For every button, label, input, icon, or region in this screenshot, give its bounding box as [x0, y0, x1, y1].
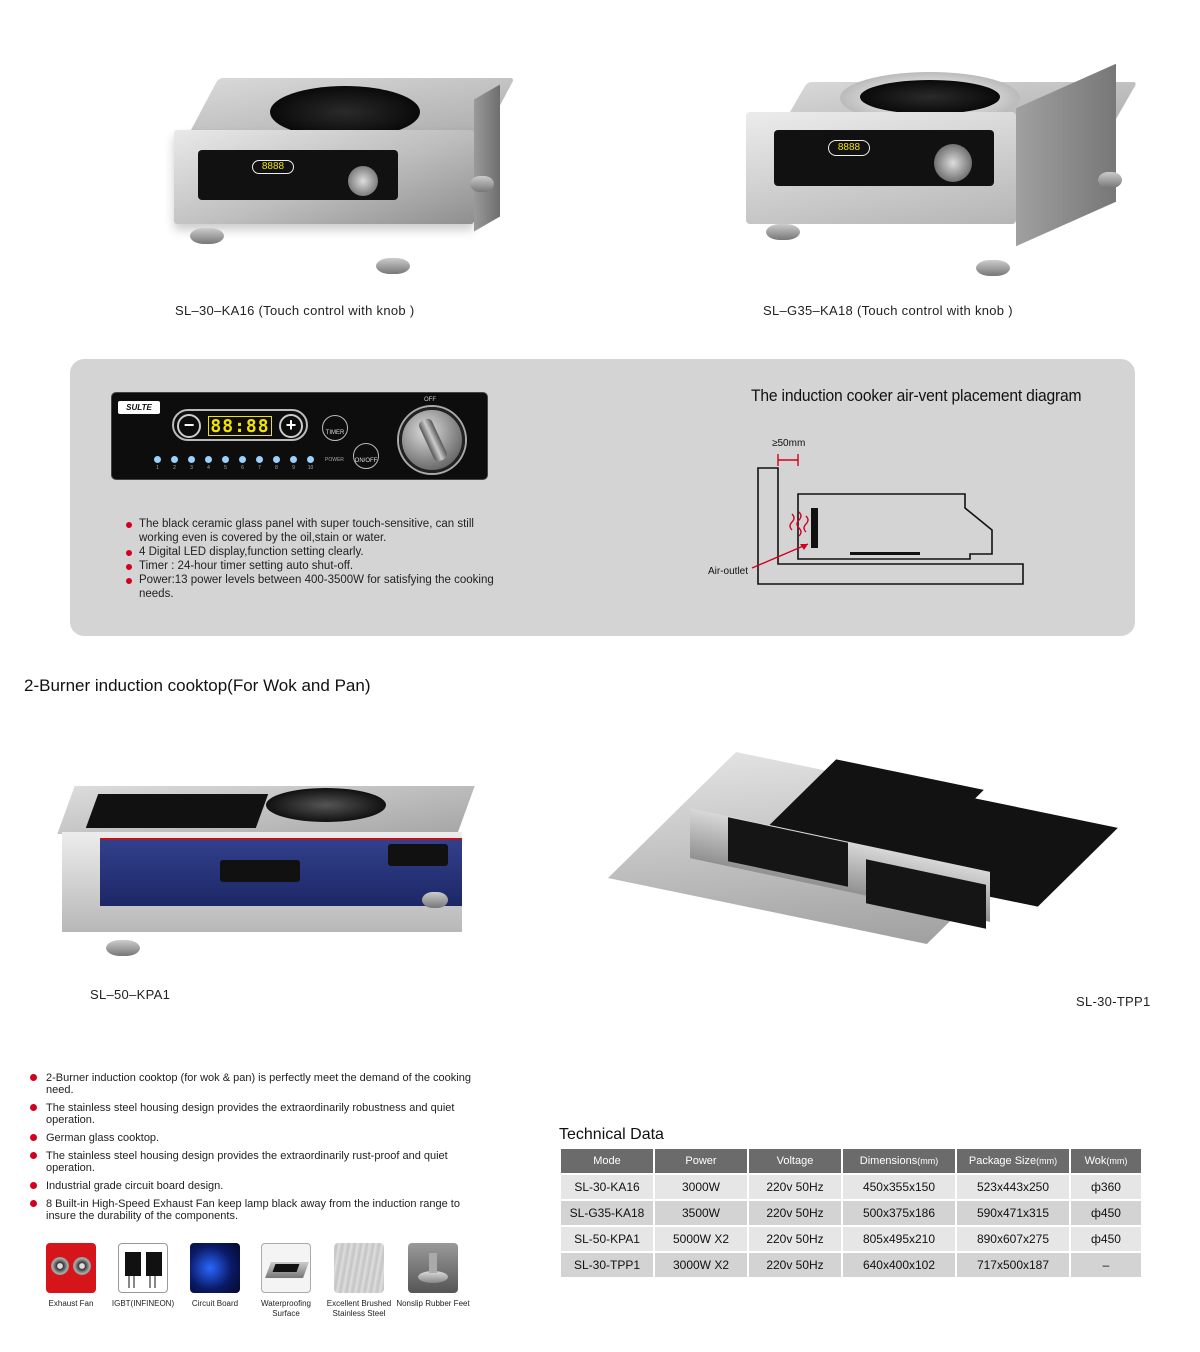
- list-item: The stainless steel housing design provides the extraordinarily robustness and quiet operation.: [30, 1102, 490, 1126]
- burner-feature-list: [30, 1072, 490, 1228]
- table-cell: –: [1071, 1253, 1141, 1277]
- plus-icon: +: [279, 414, 303, 438]
- table-cell: 220v 50Hz: [749, 1253, 841, 1277]
- tech-data-table: [559, 1147, 1143, 1279]
- feature-label: Waterproofing Surface: [261, 1299, 311, 1318]
- control-panel-feature-list: [125, 517, 505, 601]
- col-header-package-size: Package Size(mm): [957, 1149, 1069, 1173]
- list-item: Timer : 24-hour timer setting auto shut-off.: [125, 559, 505, 573]
- brand-logo: SULTE: [118, 401, 160, 414]
- table-cell: SL-50-KPA1: [561, 1227, 653, 1251]
- cooker-shape: [798, 494, 992, 559]
- power-level-number: 2: [173, 465, 176, 471]
- feature-label: Exhaust Fan: [48, 1299, 94, 1308]
- product-image-sl-50-kpa1: [56, 780, 476, 970]
- table-cell: 717x500x187: [957, 1253, 1069, 1277]
- power-level-dot: [273, 456, 280, 463]
- col-header-power: Power: [655, 1149, 747, 1173]
- brushed-steel-icon: [334, 1243, 384, 1293]
- feature-igbt: [111, 1243, 175, 1309]
- table-row: [561, 1253, 1141, 1277]
- table-cell: 590x471x315: [957, 1201, 1069, 1225]
- list-item: The black ceramic glass panel with super touch-sensitive, can still working even is covered by the oil,stain or water.: [125, 517, 505, 545]
- power-level-dot: [154, 456, 161, 463]
- air-outlet-label: Air-outlet: [708, 566, 749, 577]
- feature-label: Circuit Board: [191, 1299, 239, 1308]
- table-cell: SL-G35-KA18: [561, 1201, 653, 1225]
- rubber-foot-icon: [408, 1243, 458, 1293]
- power-level-label: POWER: [325, 457, 344, 463]
- power-level-number: 9: [292, 465, 295, 471]
- table-cell: 500x375x186: [843, 1201, 955, 1225]
- power-level-dot: [188, 456, 195, 463]
- power-level-dot: [171, 456, 178, 463]
- waterproof-surface-icon: [261, 1243, 311, 1293]
- product-image-sl-30-tpp1: [686, 752, 1156, 972]
- feature-circuit-board: [190, 1243, 240, 1309]
- power-level-dot: [222, 456, 229, 463]
- product-caption-sl-30-tpp1: SL-30-TPP1: [1076, 994, 1151, 1009]
- col-header-mode: Mode: [561, 1149, 653, 1173]
- power-level-number: 5: [224, 465, 227, 471]
- power-level-number: 3: [190, 465, 193, 471]
- table-cell: ф450: [1071, 1227, 1141, 1251]
- product-caption-sl-g35-ka18: SL–G35–KA18 (Touch control with knob ): [763, 303, 1013, 318]
- table-cell: 3500W: [655, 1201, 747, 1225]
- control-panel-image: [111, 392, 488, 480]
- list-item: 2-Burner induction cooktop (for wok & pan) is perfectly meet the demand of the cooking need.: [30, 1072, 490, 1096]
- power-level-number: 10: [307, 465, 314, 471]
- list-item: Industrial grade circuit board design.: [30, 1180, 490, 1192]
- product-caption-sl-30-ka16: SL–30–KA16 (Touch control with knob ): [175, 303, 415, 318]
- power-level-dot: [239, 456, 246, 463]
- table-cell: SL-30-KA16: [561, 1175, 653, 1199]
- table-cell: 220v 50Hz: [749, 1201, 841, 1225]
- power-level-dot: [307, 456, 314, 463]
- list-item: The stainless steel housing design provides the extraordinarily rust-proof and quiet operation.: [30, 1150, 490, 1174]
- table-cell: 5000W X2: [655, 1227, 747, 1251]
- table-header-row: [561, 1149, 1141, 1173]
- list-item: Power:13 power levels between 400-3500W for satisfying the cooking needs.: [125, 573, 505, 601]
- power-level-row: [154, 456, 324, 471]
- table-cell: 3000W: [655, 1175, 747, 1199]
- list-item: German glass cooktop.: [30, 1132, 490, 1144]
- power-level-number: 6: [241, 465, 244, 471]
- table-row: [561, 1175, 1141, 1199]
- led-display: 88:88: [208, 416, 272, 436]
- tech-data-title: Technical Data: [559, 1126, 664, 1143]
- igbt-chip-icon: [118, 1243, 168, 1293]
- table-cell: ф450: [1071, 1201, 1141, 1225]
- table-cell: 890x607x275: [957, 1227, 1069, 1251]
- knob-icon: [399, 407, 465, 473]
- list-item: 8 Built-in High-Speed Exhaust Fan keep lamp black away from the induction range to insure the durability of the components.: [30, 1198, 490, 1222]
- onoff-label: ON/OFF: [354, 458, 378, 464]
- list-item: 4 Digital LED display,function setting clearly.: [125, 545, 505, 559]
- power-level-number: 1: [156, 465, 159, 471]
- table-cell: SL-30-TPP1: [561, 1253, 653, 1277]
- col-header-wok: Wok(mm): [1071, 1149, 1141, 1173]
- power-level-number: 7: [258, 465, 261, 471]
- air-vent-diagram: [700, 432, 1030, 592]
- knob-off-label: OFF: [424, 397, 436, 403]
- product-image-sl-30-ka16: 8888: [160, 70, 505, 285]
- exhaust-fan-icon: [46, 1243, 96, 1293]
- timer-label: TIMER: [325, 430, 345, 436]
- product-image-sl-g35-ka18: 8888: [740, 70, 1135, 285]
- section-title: 2-Burner induction cooktop(For Wok and Pan): [24, 676, 371, 695]
- feature-exhaust-fan: [46, 1243, 96, 1309]
- power-level-dot: [290, 456, 297, 463]
- feature-label: Nonslip Rubber Feet: [396, 1299, 470, 1308]
- col-header-dimensions: Dimensions(mm): [843, 1149, 955, 1173]
- table-row: [561, 1201, 1141, 1225]
- table-cell: 220v 50Hz: [749, 1227, 841, 1251]
- timer-icon: [322, 415, 348, 441]
- table-cell: 450x355x150: [843, 1175, 955, 1199]
- power-icon: [353, 443, 379, 469]
- table-cell: 3000W X2: [655, 1253, 747, 1277]
- feature-label: Excellent Brushed Stainless Steel: [326, 1299, 392, 1318]
- cooker-vent: [811, 508, 818, 548]
- col-header-voltage: Voltage: [749, 1149, 841, 1173]
- table-cell: 805x495x210: [843, 1227, 955, 1251]
- feature-brushed-steel: [326, 1243, 392, 1319]
- led-display-frame: [172, 409, 308, 441]
- table-row: [561, 1227, 1141, 1251]
- table-cell: 640x400x102: [843, 1253, 955, 1277]
- diagram-title: The induction cooker air-vent placement diagram: [751, 386, 1082, 405]
- minus-icon: −: [177, 414, 201, 438]
- feature-waterproof: [261, 1243, 311, 1319]
- table-cell: 523x443x250: [957, 1175, 1069, 1199]
- feature-rubber-feet: [396, 1243, 470, 1309]
- gap-label: ≥50mm: [772, 438, 806, 449]
- feature-label: IGBT(INFINEON): [111, 1299, 175, 1308]
- power-level-number: 4: [207, 465, 210, 471]
- table-cell: 220v 50Hz: [749, 1175, 841, 1199]
- circuit-board-icon: [190, 1243, 240, 1293]
- power-level-dot: [205, 456, 212, 463]
- power-level-number: 8: [275, 465, 278, 471]
- table-cell: ф360: [1071, 1175, 1141, 1199]
- product-caption-sl-50-kpa1: SL–50–KPA1: [90, 987, 171, 1002]
- power-level-dot: [256, 456, 263, 463]
